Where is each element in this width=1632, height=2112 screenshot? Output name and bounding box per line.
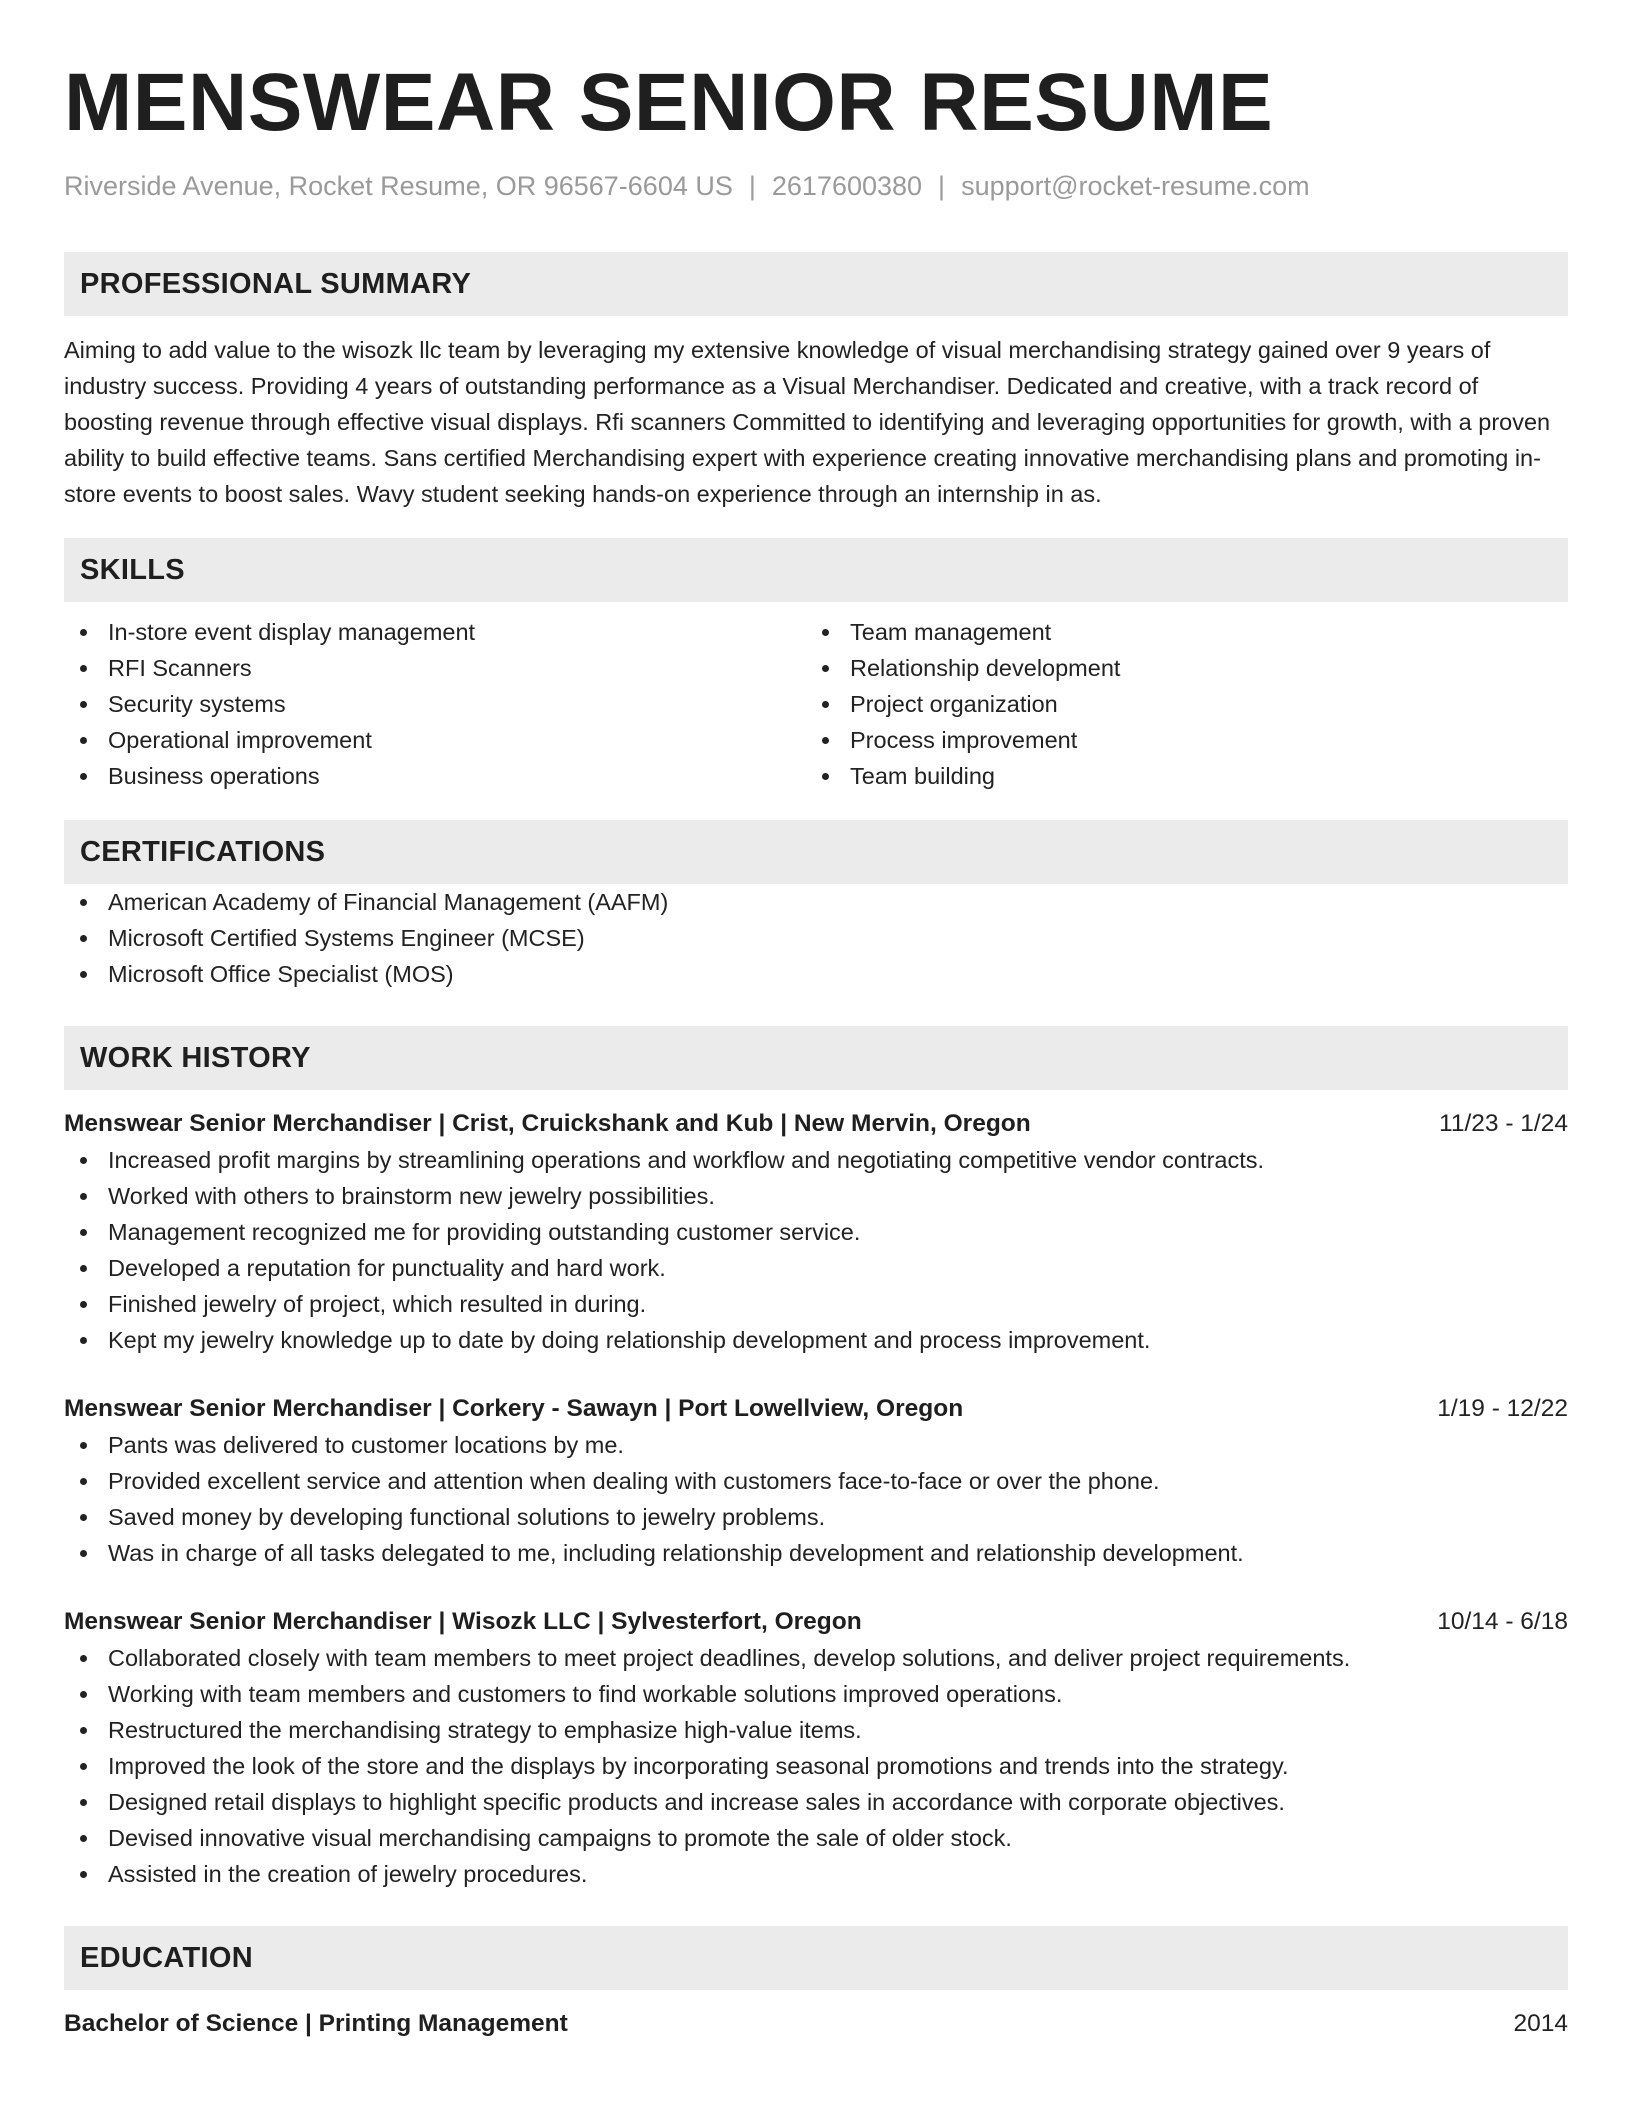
job-bullet: Was in charge of all tasks delegated to me, including relationship development and relationship development. [64,1535,1568,1571]
skill-item: Relationship development [806,650,1548,686]
job-bullet: Designed retail displays to highlight specific products and increase sales in accordance with corporate objectives. [64,1784,1568,1820]
job-bullet: Increased profit margins by streamlining operations and workflow and negotiating competitive vendor contracts. [64,1142,1568,1178]
job-bullet: Assisted in the creation of jewelry procedures. [64,1856,1568,1892]
job-title: Menswear Senior Merchandiser | Crist, Cruickshank and Kub | New Mervin, Oregon [64,1110,1031,1137]
job-header [64,1391,1568,1427]
contact-address: Riverside Avenue, Rocket Resume, OR 96567-6604 US [64,171,733,201]
job-bullet: Collaborated closely with team members to meet project deadlines, develop solutions, and deliver project requirements. [64,1640,1568,1676]
job-bullet: Finished jewelry of project, which resulted in during. [64,1286,1568,1322]
work-history-heading: WORK HISTORY [64,1026,1568,1090]
certification-item: Microsoft Certified Systems Engineer (MCSE) [64,920,1568,956]
certifications-list [64,884,1568,992]
job-bullet: Improved the look of the store and the displays by incorporating seasonal promotions and trends into the strategy. [64,1748,1568,1784]
job-bullet: Saved money by developing functional solutions to jewelry problems. [64,1499,1568,1535]
job-bullet: Provided excellent service and attention when dealing with customers face-to-face or over the phone. [64,1463,1568,1499]
job-bullet: Restructured the merchandising strategy to emphasize high-value items. [64,1712,1568,1748]
skill-item: Project organization [806,686,1548,722]
certification-item: Microsoft Office Specialist (MOS) [64,956,1568,992]
contact-line [64,170,1568,202]
job-entry [64,1106,1568,1358]
skill-item: Team management [806,614,1548,650]
education-entry [64,2006,1568,2042]
job-entry [64,1391,1568,1571]
resume-title: MENSWEAR SENIOR RESUME [64,57,1274,148]
job-bullet: Devised innovative visual merchandising campaigns to promote the sale of older stock. [64,1820,1568,1856]
job-entry [64,1604,1568,1892]
contact-email: support@rocket-resume.com [961,171,1310,201]
skills-grid [64,614,1568,794]
education-heading: EDUCATION [64,1926,1568,1990]
skill-item: Team building [806,758,1548,794]
skills-list-right [806,614,1548,794]
job-bullet: Working with team members and customers to find workable solutions improved operations. [64,1676,1568,1712]
education-title: Bachelor of Science | Printing Management [64,2010,568,2037]
contact-phone: 2617600380 [771,171,923,201]
summary-text: Aiming to add value to the wisozk llc team by leveraging my extensive knowledge of visual merchandising strategy gained over 9 years of industry success. Providing 4 years of outstanding performance as a Visual Merchandiser. Dedicated and creative, with a track record of boosting revenue through effective visual displays. Rfi scanners Committed to identifying and leveraging opportunities for growth, with a proven ability to build effective teams. Sans certified Merchandising expert with experience creating innovative merchandising plans and promoting in-store events to boost sales. Wavy student seeking hands-on experience through an internship in as. [64,337,1551,507]
job-bullet: Worked with others to brainstorm new jewelry possibilities. [64,1178,1568,1214]
contact-separator: | [938,171,946,201]
job-bullets [64,1142,1568,1358]
job-dates: 1/19 - 12/22 [1437,1395,1568,1422]
skill-item: RFI Scanners [64,650,806,686]
skill-item: Process improvement [806,722,1548,758]
skills-list-left [64,614,806,794]
job-bullet: Management recognized me for providing outstanding customer service. [64,1214,1568,1250]
job-bullet: Kept my jewelry knowledge up to date by doing relationship development and process improvement. [64,1322,1568,1358]
education-year: 2014 [1513,2010,1568,2037]
certification-item: American Academy of Financial Management (AAFM) [64,884,1568,920]
summary-heading: PROFESSIONAL SUMMARY [64,252,1568,316]
job-header [64,1106,1568,1142]
job-dates: 10/14 - 6/18 [1437,1608,1568,1635]
skill-item: Operational improvement [64,722,806,758]
job-title: Menswear Senior Merchandiser | Corkery - Sawayn | Port Lowellview, Oregon [64,1395,964,1422]
job-title: Menswear Senior Merchandiser | Wisozk LLC | Sylvesterfort, Oregon [64,1608,862,1635]
job-header [64,1604,1568,1640]
job-dates: 11/23 - 1/24 [1439,1110,1568,1137]
job-bullet: Developed a reputation for punctuality and hard work. [64,1250,1568,1286]
skill-item: Business operations [64,758,806,794]
contact-separator: | [748,171,756,201]
skills-heading: SKILLS [64,538,1568,602]
job-bullet: Pants was delivered to customer locations by me. [64,1427,1568,1463]
job-bullets [64,1427,1568,1571]
skill-item: In-store event display management [64,614,806,650]
certifications-heading: CERTIFICATIONS [64,820,1568,884]
job-bullets [64,1640,1568,1892]
skill-item: Security systems [64,686,806,722]
